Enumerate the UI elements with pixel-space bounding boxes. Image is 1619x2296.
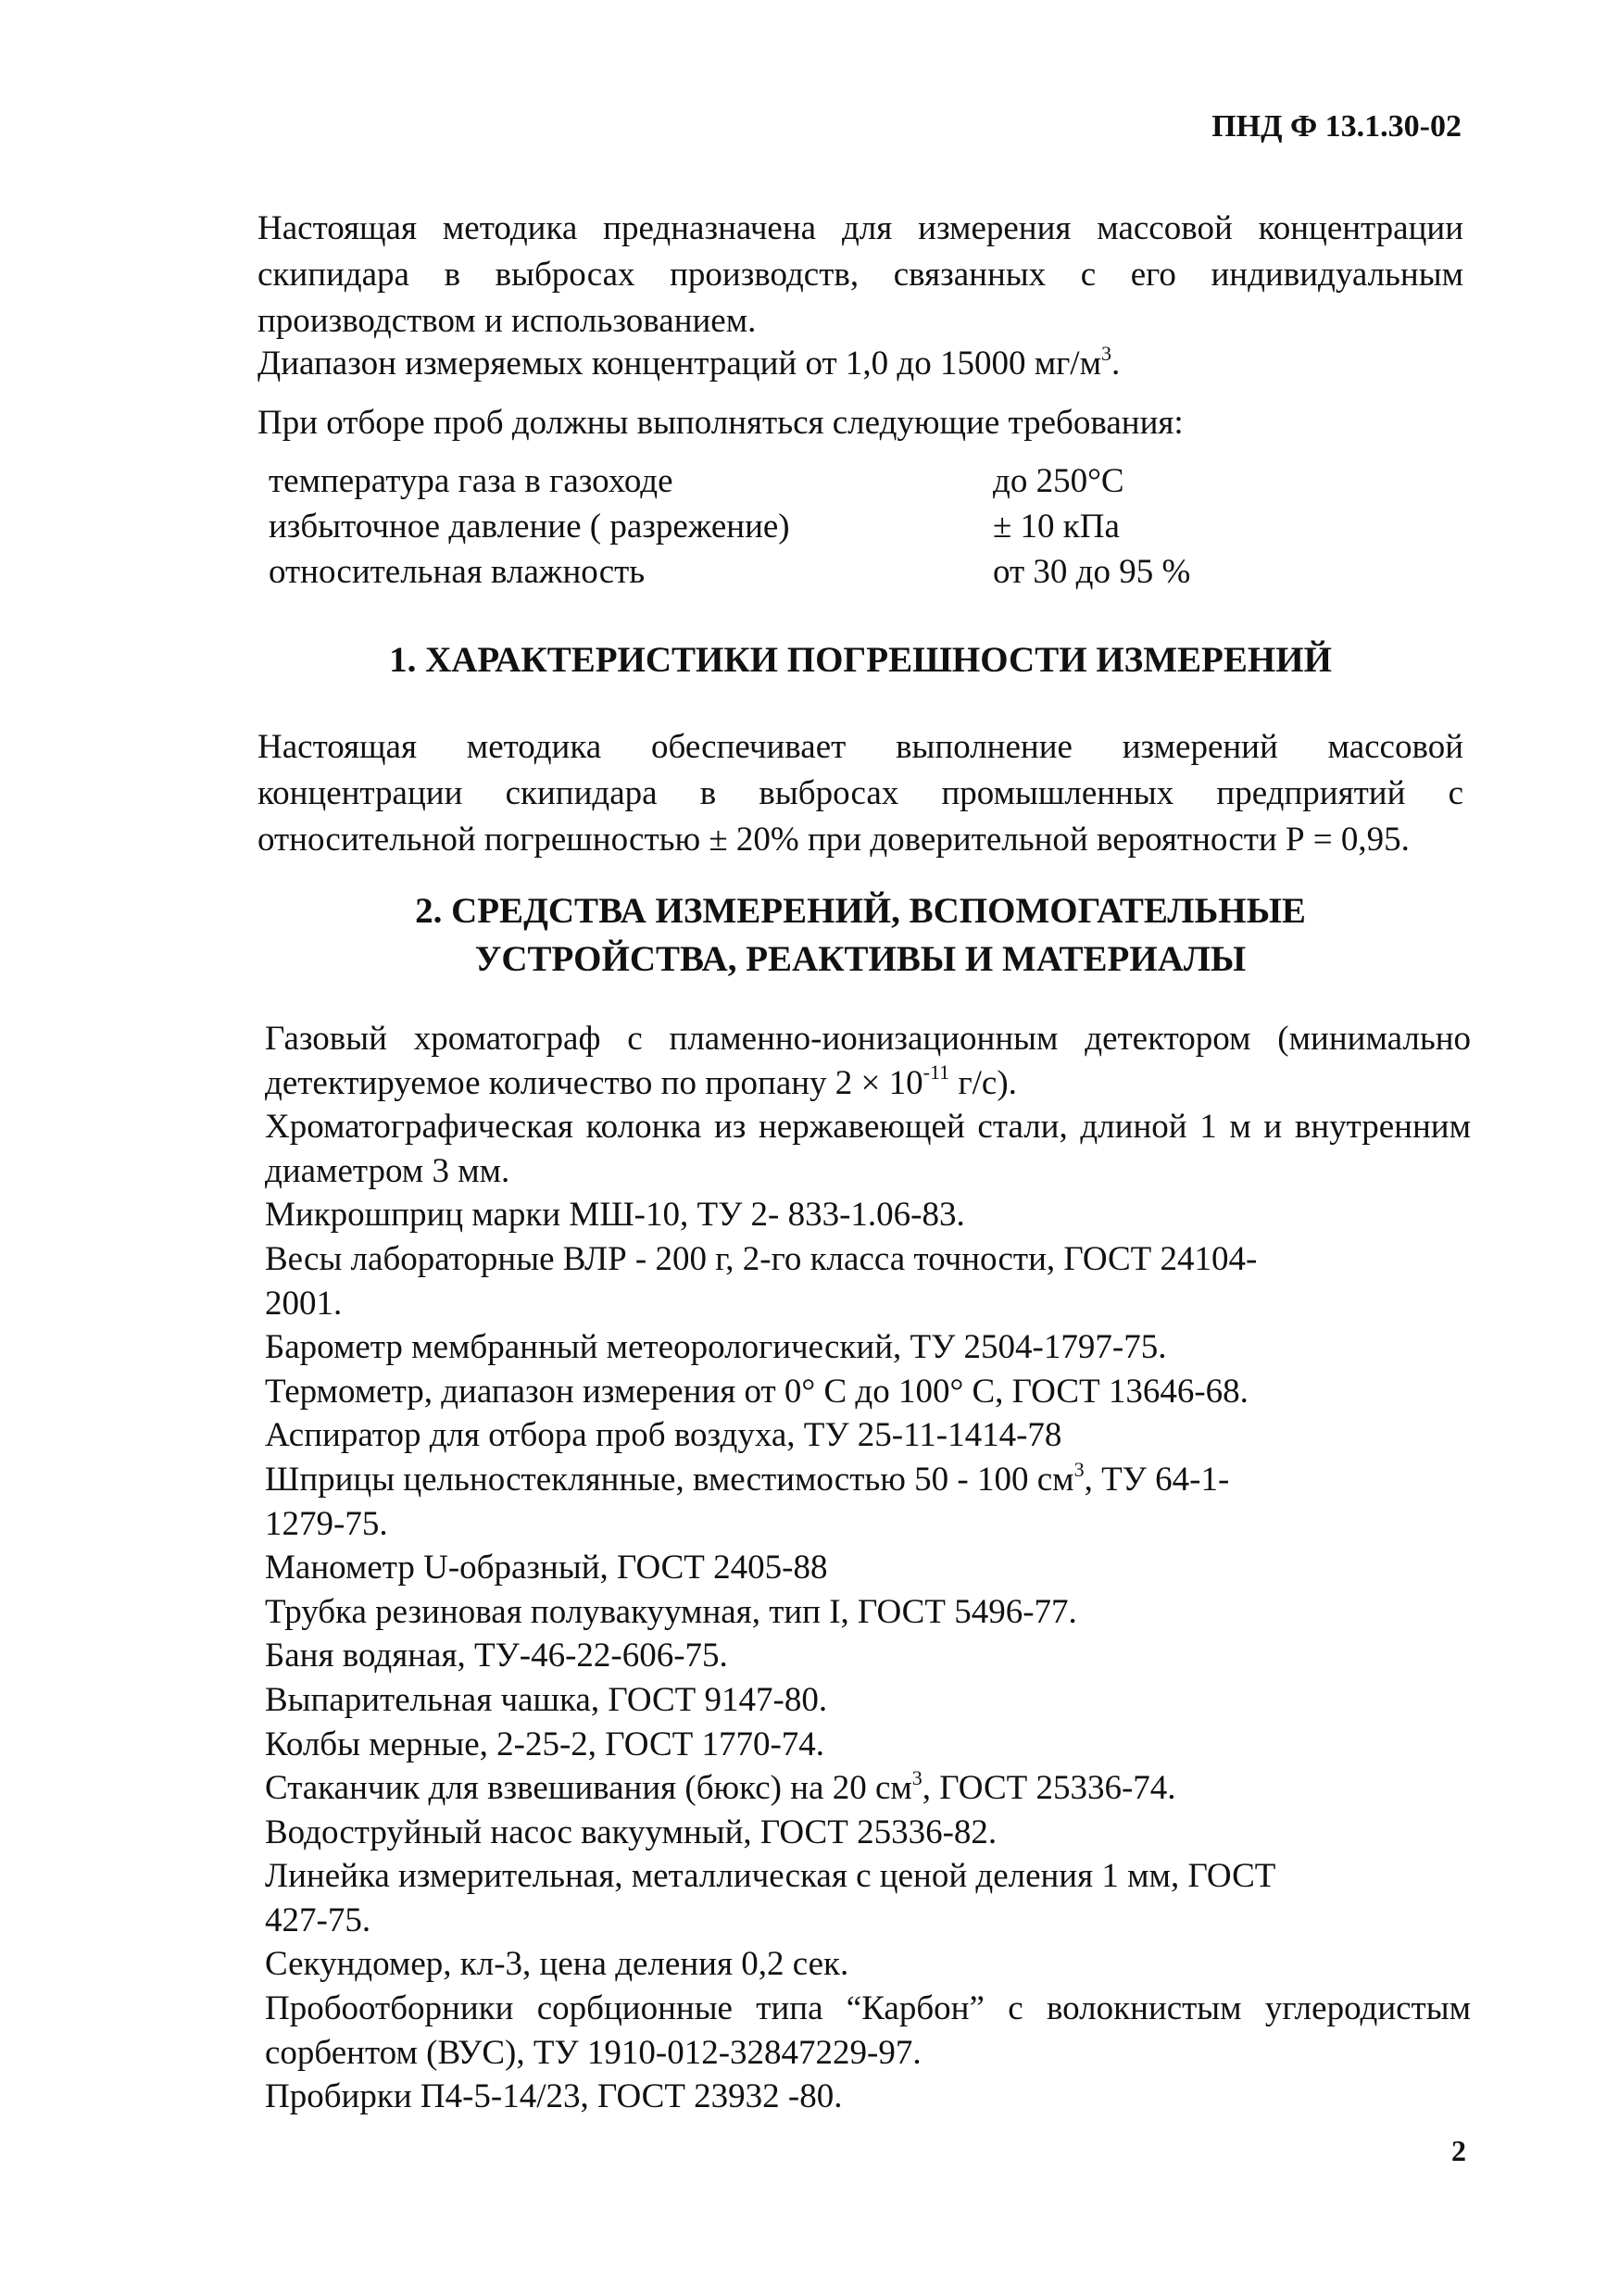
equipment-item	[265, 1546, 1471, 1590]
requirement-value: до 250°С	[993, 462, 1124, 500]
equipment-item-text: Манометр U-образный, ГОСТ 2405-88	[265, 1549, 828, 1587]
equipment-item-text: Баня водяная, ТУ-46-22-606-75.	[265, 1637, 728, 1675]
equipment-item-text: Аспиратор для отбора проб воздуха, ТУ 25-11-1414-78	[265, 1416, 1062, 1455]
page-number: 2	[1451, 2134, 1466, 2167]
document-code: ПНД Ф 13.1.30-02	[1211, 109, 1462, 144]
range-unit-sup: 3	[1101, 341, 1111, 365]
requirement-name: температура газа в газоходе	[269, 462, 673, 500]
equipment-item-text: Секундомер, кл-3, цена деления 0,2 сек.	[265, 1945, 849, 1984]
equipment-item	[265, 2075, 1471, 2119]
intro-range	[257, 341, 1463, 387]
equipment-item	[265, 1678, 1471, 1723]
requirement-value: от 30 до 95 %	[993, 553, 1191, 591]
requirement-value: ± 10 кПа	[993, 508, 1120, 546]
equipment-item	[265, 1325, 1471, 1370]
equipment-item-text: Стаканчик для взвешивания (бюкс) на 20 см	[265, 1769, 912, 1808]
equipment-item-text: Пробоотборники сорбционные типа “Карбон” с волокнистым углеродистым сорбентом (ВУС), ТУ 1910-012-32847229-97.	[265, 1989, 1471, 2072]
equipment-item-tail: г/с).	[949, 1063, 1017, 1102]
section-1-title: 1. ХАРАКТЕРИСТИКИ ПОГРЕШНОСТИ ИЗМЕРЕНИЙ	[389, 640, 1332, 680]
requirement-name: избыточное давление ( разрежение)	[269, 508, 790, 546]
equipment-item-text: Водоструйный насос вакуумный, ГОСТ 25336-82.	[265, 1813, 998, 1851]
intro-purpose	[257, 206, 1463, 345]
equipment-item	[265, 1766, 1471, 1811]
equipment-item	[265, 1105, 1471, 1193]
equipment-item-sup: -11	[922, 1060, 950, 1085]
intro-purpose-text: Настоящая методика предназначена для измерения массовой концентрации скипидара в выбросах производств, связанных с его индивидуальным производством и использованием.	[257, 209, 1463, 340]
equipment-item-text: Линейка измерительная, металлическая с ценой деления 1 мм, ГОСТ 427-75.	[265, 1857, 1276, 1939]
equipment-item-text: Выпарительная чашка, ГОСТ 9147-80.	[265, 1680, 828, 1719]
section-2-title-line-1: 2. СРЕДСТВА ИЗМЕРЕНИЙ, ВСПОМОГАТЕЛЬНЫЕ	[415, 891, 1306, 931]
equipment-item-text: Термометр, диапазон измерения от 0° С до 100° С, ГОСТ 13646-68.	[265, 1372, 1249, 1411]
equipment-item	[265, 1854, 1321, 1942]
requirement-name: относительная влажность	[269, 553, 646, 591]
equipment-item	[265, 1590, 1471, 1635]
equipment-item-sup: 3	[911, 1765, 922, 1789]
equipment-item-text: Трубка резиновая полувакуумная, тип I, ГОСТ 5496-77.	[265, 1592, 1077, 1631]
requirements-intro: При отборе проб должны выполняться следующие требования:	[257, 404, 1184, 442]
equipment-item	[265, 1942, 1471, 1987]
equipment-item	[265, 1458, 1247, 1546]
requirement-row	[269, 458, 1287, 504]
equipment-item-text: Пробирки П4-5-14/23, ГОСТ 23932 -80.	[265, 2077, 843, 2116]
equipment-item-text: Барометр мембранный метеорологический, ТУ 2504-1797-75.	[265, 1328, 1167, 1367]
equipment-item-tail: , ТУ 64-1-1279-75.	[265, 1460, 1230, 1543]
equipment-item	[265, 1811, 1471, 1855]
equipment-item	[265, 1723, 1471, 1767]
equipment-item-text: Газовый хроматограф с пламенно-ионизационным детектором (минимально детектируемое количество по пропану 2 × 10	[265, 1020, 1471, 1102]
equipment-item-text: Хроматографическая колонка из нержавеющей стали, длиной 1 м и внутренним диаметром 3 мм.	[265, 1108, 1471, 1190]
range-end: .	[1111, 345, 1121, 383]
equipment-item	[265, 1237, 1293, 1325]
requirement-row	[269, 504, 1287, 549]
equipment-item-text: Весы лабораторные ВЛР - 200 г, 2-го класса точности, ГОСТ 24104-2001.	[265, 1239, 1258, 1323]
equipment-item	[265, 1193, 1471, 1237]
equipment-item-text: Колбы мерные, 2-25-2, ГОСТ 1770-74.	[265, 1725, 825, 1763]
equipment-item	[265, 1370, 1471, 1414]
equipment-list	[265, 1017, 1471, 2119]
equipment-item	[265, 1634, 1471, 1678]
equipment-item-text: Шприцы цельностеклянные, вместимостью 50 - 100 см	[265, 1460, 1074, 1499]
equipment-item	[265, 1413, 1471, 1458]
requirement-row	[269, 549, 1287, 595]
equipment-item	[265, 1987, 1471, 2075]
section-2-title-line-2: УСТРОЙСТВА, РЕАКТИВЫ И МАТЕРИАЛЫ	[474, 939, 1247, 979]
equipment-item-tail: , ГОСТ 25336-74.	[922, 1769, 1176, 1808]
range-text: Диапазон измеряемых концентраций от 1,0 до 15000 мг/м	[257, 345, 1101, 383]
equipment-item	[265, 1017, 1471, 1105]
section-1-text: Настоящая методика обеспечивает выполнение измерений массовой концентрации скипидара в выбросах промышленных предприятий с относительной погрешностью ± 20% при доверительной вероятности Р = 0,95.	[257, 728, 1463, 859]
equipment-item-text: Микрошприц марки МШ-10, ТУ 2- 833-1.06-83.	[265, 1196, 965, 1235]
requirements-table	[269, 458, 1287, 595]
equipment-item-sup: 3	[1073, 1457, 1085, 1481]
